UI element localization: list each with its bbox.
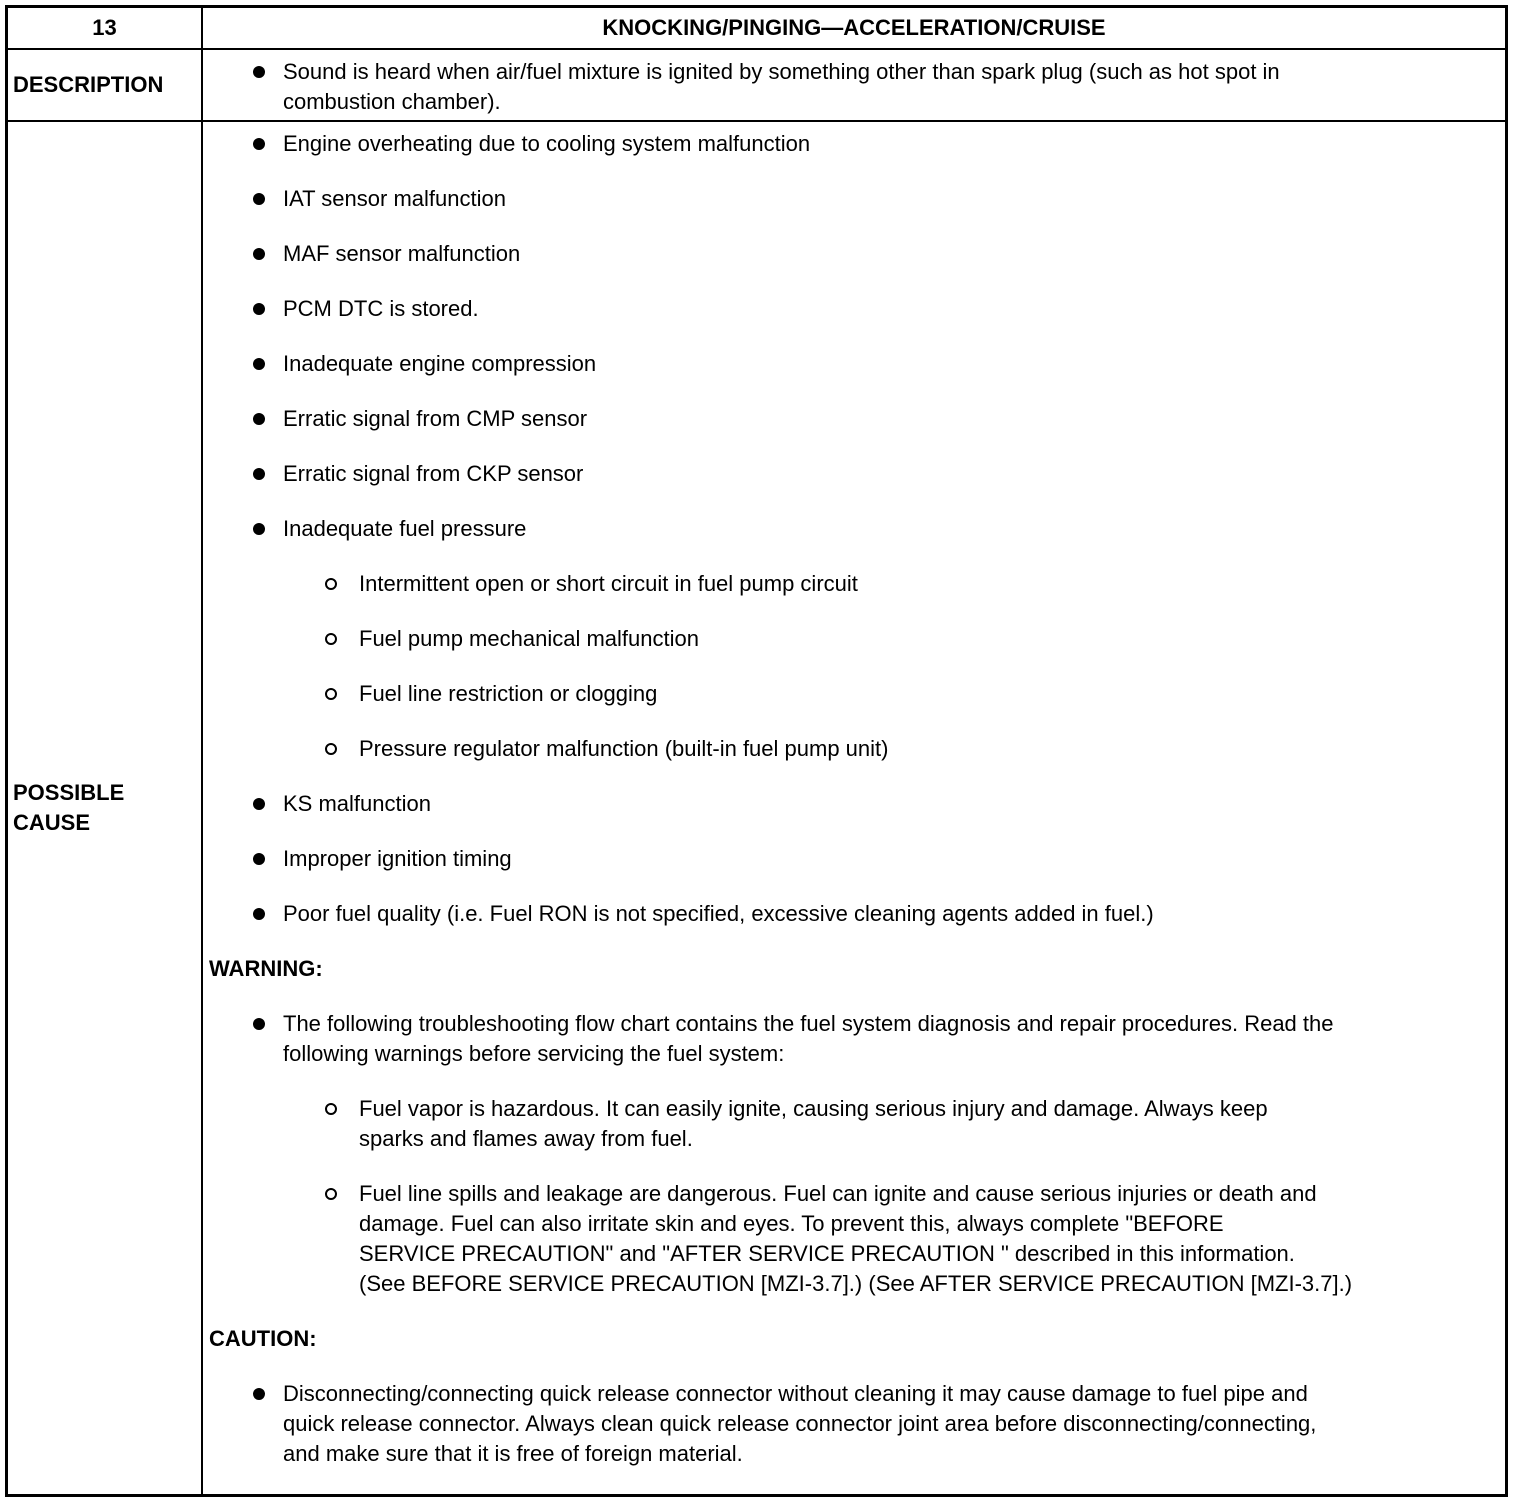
step-number: 13 [7, 7, 203, 50]
item-text: Sound is heard when air/fuel mixture is ignited by something other than spark plug (such as hot spot in combustion chamber). [283, 59, 1280, 114]
filled-bullet-icon [253, 1018, 265, 1030]
item-text: KS malfunction [283, 791, 431, 816]
filled-bullet-icon [253, 908, 265, 920]
filled-bullet-icon [253, 798, 265, 810]
item-text: Erratic signal from CMP sensor [283, 406, 588, 431]
caution-heading: CAUTION: [209, 1326, 317, 1351]
filled-bullet-icon [253, 193, 265, 205]
sub-bullet-item [203, 734, 1505, 764]
filled-bullet-icon [253, 468, 265, 480]
bullet-item [203, 129, 1505, 159]
item-text: Inadequate engine compression [283, 351, 597, 376]
hollow-bullet-icon [325, 743, 337, 755]
bullet-item [203, 459, 1505, 489]
possible-cause-content [202, 121, 1507, 1496]
possible-cause-row [7, 121, 1507, 1496]
item-text: Engine overheating due to cooling system malfunction [283, 131, 811, 156]
sub-bullet-item [203, 1179, 1505, 1299]
description-label: DESCRIPTION [7, 49, 203, 121]
item-text: MAF sensor malfunction [283, 241, 521, 266]
item-text: PCM DTC is stored. [283, 296, 479, 321]
hollow-bullet-icon [325, 578, 337, 590]
item-text: The following troubleshooting flow chart contains the fuel system diagnosis and repair procedures. Read the following warnings before servicing the fuel system: [283, 1011, 1334, 1066]
bullet-item [203, 404, 1505, 434]
filled-bullet-icon [253, 358, 265, 370]
filled-bullet-icon [253, 523, 265, 535]
filled-bullet-icon [253, 138, 265, 150]
filled-bullet-icon [253, 66, 265, 78]
symptom-title: KNOCKING/PINGING—ACCELERATION/CRUISE [202, 7, 1507, 50]
sub-bullet-item [203, 569, 1505, 599]
filled-bullet-icon [253, 413, 265, 425]
bullet-item [203, 294, 1505, 324]
item-text: Erratic signal from CKP sensor [283, 461, 584, 486]
description-row [7, 49, 1507, 121]
bullet-item [203, 349, 1505, 379]
item-text: Fuel vapor is hazardous. It can easily ignite, causing serious injury and damage. Always keep sparks and flames away from fuel. [359, 1096, 1268, 1151]
item-text: Pressure regulator malfunction (built-in fuel pump unit) [359, 736, 889, 761]
bullet-item [203, 1379, 1505, 1469]
item-text: IAT sensor malfunction [283, 186, 506, 211]
hollow-bullet-icon [325, 688, 337, 700]
troubleshooting-table [5, 5, 1508, 1497]
filled-bullet-icon [253, 1388, 265, 1400]
sub-bullet-item [203, 624, 1505, 654]
item-text: Inadequate fuel pressure [283, 516, 527, 541]
filled-bullet-icon [253, 303, 265, 315]
hollow-bullet-icon [325, 1103, 337, 1115]
item-text: Intermittent open or short circuit in fuel pump circuit [359, 571, 858, 596]
item-text: Fuel line spills and leakage are dangerous. Fuel can ignite and cause serious injuries or death and damage. Fuel can also irritate skin and eyes. To prevent this, always complete "BEFORE SERVICE PRECAUTION" and "AFTER SERVICE PRECAUTION " described in this information. (See BEFORE SERVICE PRECAUTION [MZI-3.7].) (See AFTER SERVICE PRECAUTION [MZI-3.7].) [359, 1181, 1353, 1296]
bullet-item [203, 844, 1505, 874]
hollow-bullet-icon [325, 1188, 337, 1200]
hollow-bullet-icon [325, 633, 337, 645]
bullet-item [203, 239, 1505, 269]
warning-heading: WARNING: [209, 956, 323, 981]
sub-bullet-item [203, 1094, 1505, 1154]
possible-cause-label: POSSIBLE CAUSE [7, 121, 203, 1496]
bullet-item [203, 1009, 1505, 1069]
item-text: Improper ignition timing [283, 846, 512, 871]
bullet-item [203, 57, 1505, 117]
item-text: Disconnecting/connecting quick release connector without cleaning it may cause damage to fuel pipe and quick release connector. Always clean quick release connector joint area before disconnecting/connecting, and make sure that it is free of foreign material. [283, 1381, 1317, 1466]
header-row [7, 7, 1507, 50]
bullet-item [203, 789, 1505, 819]
bullet-item [203, 514, 1505, 544]
item-text: Fuel pump mechanical malfunction [359, 626, 699, 651]
item-text: Fuel line restriction or clogging [359, 681, 658, 706]
bullet-item [203, 184, 1505, 214]
item-text: Poor fuel quality (i.e. Fuel RON is not specified, excessive cleaning agents added in fuel.) [283, 901, 1154, 926]
filled-bullet-icon [253, 853, 265, 865]
bullet-item [203, 899, 1505, 929]
description-content [202, 49, 1507, 121]
sub-bullet-item [203, 679, 1505, 709]
filled-bullet-icon [253, 248, 265, 260]
